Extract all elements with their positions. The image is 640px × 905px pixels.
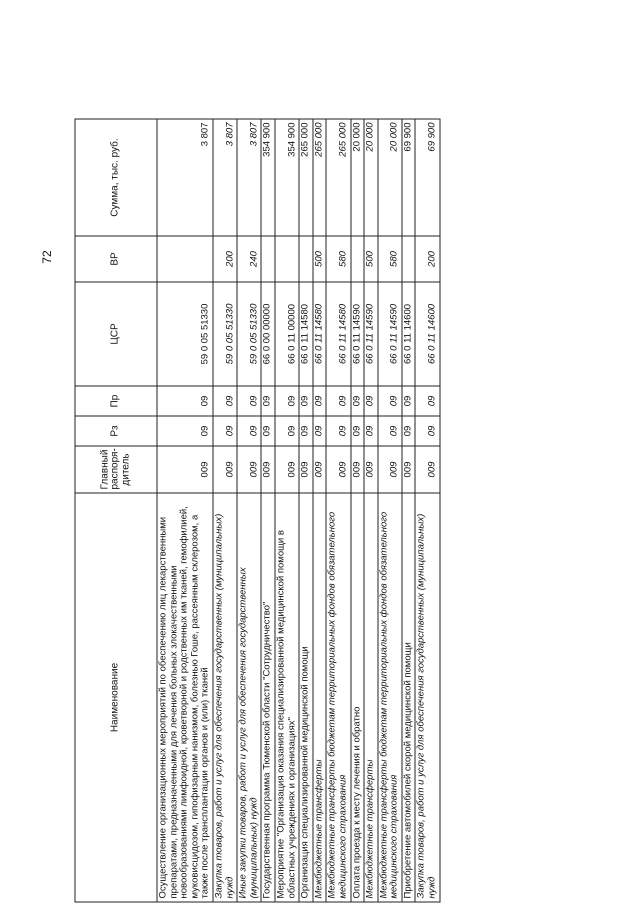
cell-pr: 09: [299, 386, 313, 416]
cell-sum: 265 000: [326, 119, 350, 236]
cell-name: Межбюджетные трансферты бюджетам территориальных фондов обязательного медицинского страхования: [326, 493, 350, 902]
budget-table-container: [75, 120, 545, 903]
cell-rz: 09: [364, 416, 378, 446]
table-header-row: [75, 119, 157, 902]
cell-name: Закупка товаров, работ и услуг для обеспечения государственных (муниципальных) нужд: [213, 493, 237, 902]
cell-chief: 009: [378, 446, 402, 493]
cell-vr: [402, 236, 416, 282]
cell-rz: 09: [275, 416, 299, 446]
cell-pr: 09: [415, 386, 439, 416]
cell-sum: 265 000: [313, 119, 327, 236]
header-sum: Сумма, тыс. руб.: [75, 119, 157, 236]
cell-chief: 009: [402, 446, 416, 493]
cell-vr: [275, 236, 299, 282]
cell-pr: 09: [326, 386, 350, 416]
cell-chief: 009: [326, 446, 350, 493]
cell-csr: 66 0 00 00000: [261, 282, 275, 386]
cell-vr: 500: [313, 236, 327, 282]
cell-csr: 59 0 05 51330: [237, 282, 261, 386]
cell-chief: 009: [213, 446, 237, 493]
cell-pr: 09: [157, 386, 213, 416]
cell-csr: 66 0 11 00000: [275, 282, 299, 386]
cell-name: Закупка товаров, работ и услуг для обеспечения государственных (муниципальных) нужд: [415, 493, 439, 902]
cell-csr: 66 0 11 14590: [351, 282, 365, 386]
cell-vr: 500: [364, 236, 378, 282]
cell-vr: 200: [213, 236, 237, 282]
cell-sum: 354 900: [275, 119, 299, 236]
cell-pr: 09: [364, 386, 378, 416]
cell-pr: 09: [237, 386, 261, 416]
cell-csr: 66 0 11 14600: [415, 282, 439, 386]
table-row: [261, 119, 275, 902]
cell-csr: 66 0 11 14580: [299, 282, 313, 386]
cell-name: Осуществление организационных мероприятий по обеспечению лиц лекарственными препаратами, предназначенными для лечения больных злокачественными новообразованиями лимфоидной, кроветворной и родственных им тканей, гемофилией, муковисцидозом, гипофизарным нанизмом, болезнью Гоше, рассеянным склерозом, а также после трансплантации органов и (или) тканей: [157, 493, 213, 902]
header-csr: ЦСР: [75, 282, 157, 386]
cell-name: Организация специализированной медицинской помощи: [299, 493, 313, 902]
table-row: [326, 119, 350, 902]
cell-name: Оплата проезда к месту лечения и обратно: [351, 493, 365, 902]
cell-csr: 59 0 05 51330: [157, 282, 213, 386]
header-chief: Главный распоря- дитель: [75, 446, 157, 493]
table-row: [364, 119, 378, 902]
cell-vr: [157, 236, 213, 282]
cell-chief: 009: [415, 446, 439, 493]
cell-name: Мероприятие "Организация оказания специализированной медицинской помощи в областных учреждениях и организациях": [275, 493, 299, 902]
table-row: [157, 119, 213, 902]
cell-csr: 66 0 11 14580: [313, 282, 327, 386]
cell-chief: 009: [313, 446, 327, 493]
cell-rz: 09: [261, 416, 275, 446]
header-rz: Рз: [75, 416, 157, 446]
cell-rz: 09: [402, 416, 416, 446]
header-pr: Пр: [75, 386, 157, 416]
cell-name: Иные закупки товаров, работ и услуг для обеспечения государственных (муниципальных) нужд: [237, 493, 261, 902]
cell-rz: 09: [299, 416, 313, 446]
page-number: 72: [40, 250, 54, 264]
cell-pr: 09: [351, 386, 365, 416]
cell-pr: 09: [213, 386, 237, 416]
header-name: Наименование: [75, 493, 157, 902]
cell-pr: 09: [402, 386, 416, 416]
table-row: [351, 119, 365, 902]
table-row: [402, 119, 416, 902]
cell-chief: 009: [261, 446, 275, 493]
header-vr: ВР: [75, 236, 157, 282]
cell-sum: 3 807: [213, 119, 237, 236]
cell-csr: 66 0 11 14600: [402, 282, 416, 386]
cell-pr: 09: [313, 386, 327, 416]
cell-chief: 009: [157, 446, 213, 493]
cell-rz: 09: [378, 416, 402, 446]
cell-csr: 59 0 05 51330: [213, 282, 237, 386]
cell-rz: 09: [351, 416, 365, 446]
budget-table: [75, 119, 441, 903]
cell-name: Государственная программа Тюменской области "Сотрудничество": [261, 493, 275, 902]
cell-name: Межбюджетные трансферты бюджетам территориальных фондов обязательного медицинского страхования: [378, 493, 402, 902]
cell-vr: [261, 236, 275, 282]
cell-vr: 580: [326, 236, 350, 282]
cell-sum: 20 000: [351, 119, 365, 236]
cell-vr: 200: [415, 236, 439, 282]
table-row: [313, 119, 327, 902]
cell-sum: 20 000: [364, 119, 378, 236]
cell-vr: 580: [378, 236, 402, 282]
cell-rz: 09: [326, 416, 350, 446]
table-row: [275, 119, 299, 902]
cell-sum: 3 807: [157, 119, 213, 236]
cell-rz: 09: [313, 416, 327, 446]
cell-rz: 09: [415, 416, 439, 446]
table-row: [299, 119, 313, 902]
cell-chief: 009: [351, 446, 365, 493]
cell-pr: 09: [378, 386, 402, 416]
table-row: [415, 119, 439, 902]
cell-name: Межбюджетные трансферты: [364, 493, 378, 902]
cell-sum: 69 900: [415, 119, 439, 236]
cell-rz: 09: [213, 416, 237, 446]
cell-sum: 69 900: [402, 119, 416, 236]
table-row: [237, 119, 261, 902]
cell-rz: 09: [157, 416, 213, 446]
cell-vr: [351, 236, 365, 282]
table-row: [378, 119, 402, 902]
cell-csr: 66 0 11 14590: [378, 282, 402, 386]
cell-sum: 354 900: [261, 119, 275, 236]
cell-pr: 09: [261, 386, 275, 416]
cell-csr: 66 0 11 14580: [326, 282, 350, 386]
table-row: [213, 119, 237, 902]
cell-vr: 240: [237, 236, 261, 282]
cell-chief: 009: [299, 446, 313, 493]
cell-name: Межбюджетные трансферты: [313, 493, 327, 902]
cell-sum: 20 000: [378, 119, 402, 236]
cell-name: Приобретение автомобилей скорой медицинской помощи: [402, 493, 416, 902]
cell-pr: 09: [275, 386, 299, 416]
cell-rz: 09: [237, 416, 261, 446]
cell-csr: 66 0 11 14590: [364, 282, 378, 386]
cell-vr: [299, 236, 313, 282]
cell-sum: 265 000: [299, 119, 313, 236]
cell-chief: 009: [237, 446, 261, 493]
cell-chief: 009: [275, 446, 299, 493]
table-body: [157, 119, 440, 902]
cell-chief: 009: [364, 446, 378, 493]
cell-sum: 3 807: [237, 119, 261, 236]
